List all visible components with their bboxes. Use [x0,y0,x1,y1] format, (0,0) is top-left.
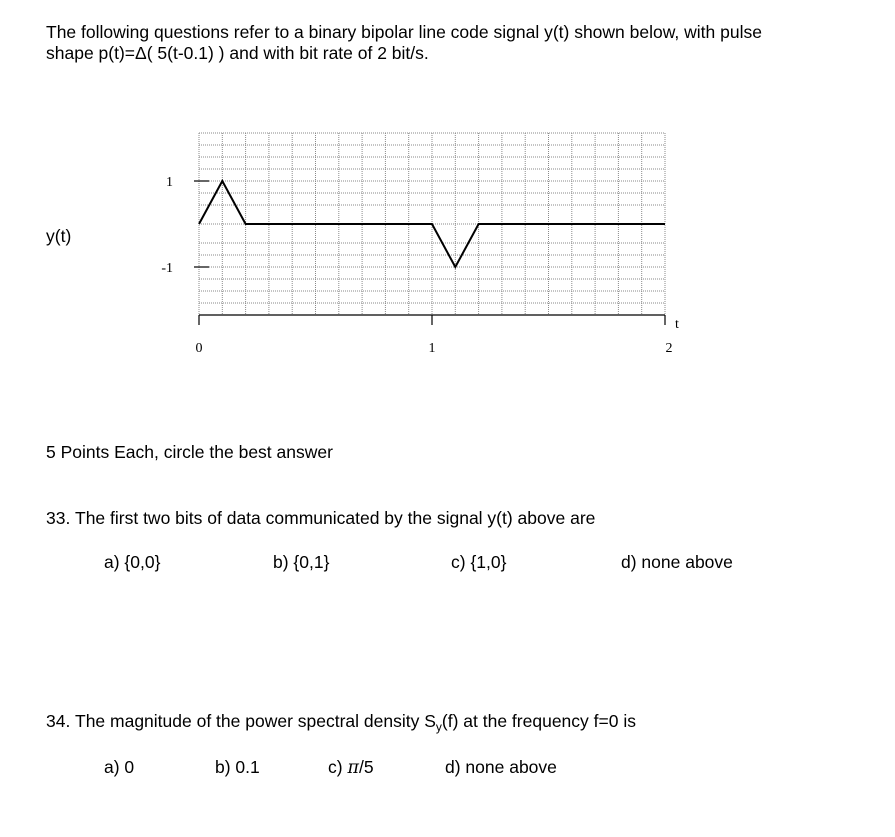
y-tick-label: -1 [161,261,173,276]
y-axis-label: y(t) [46,226,72,246]
signal-plot [0,0,895,400]
y-tick-label: 1 [166,175,173,190]
question-33-number: 33. [46,508,71,528]
x-axis-label: t [675,317,679,332]
intro-line-1: The following questions refer to a binary bipolar line code signal y(t) shown below, with pulse [46,22,762,42]
q33-option-a[interactable]: a) {0,0} [104,552,161,572]
question-34 [46,711,636,734]
question-34-text-post: (f) at the frequency f=0 is [441,711,636,731]
plot-labels [161,175,679,356]
question-33-text: The first two bits of data communicated by the signal y(t) above are [75,508,596,528]
q34-option-c[interactable] [328,757,374,779]
q34-option-a[interactable]: a) 0 [104,757,135,777]
question-34-number: 34. [46,711,71,731]
question-33 [46,508,595,529]
instructions: 5 Points Each, circle the best answer [46,442,333,462]
q34-option-d[interactable]: d) none above [445,757,557,777]
q33-option-d[interactable]: d) none above [621,552,733,572]
x-tick-label: 0 [195,341,203,356]
q34-option-b[interactable]: b) 0.1 [215,757,260,777]
q33-option-c[interactable]: c) {1,0} [451,552,507,572]
x-tick-label: 1 [428,341,436,356]
question-34-text-pre: The magnitude of the power spectral density S [75,711,436,731]
q33-option-b[interactable]: b) {0,1} [273,552,330,572]
q34-option-c-label: c) [328,757,348,777]
intro-line-2: shape p(t)=Δ( 5(t-0.1) ) and with bit rate of 2 bit/s. [46,43,429,63]
q34-option-c-rest: /5 [358,757,374,777]
question-34-subscript: y [435,720,442,734]
x-tick-label: 2 [665,341,673,356]
pi-symbol: π [347,758,359,778]
